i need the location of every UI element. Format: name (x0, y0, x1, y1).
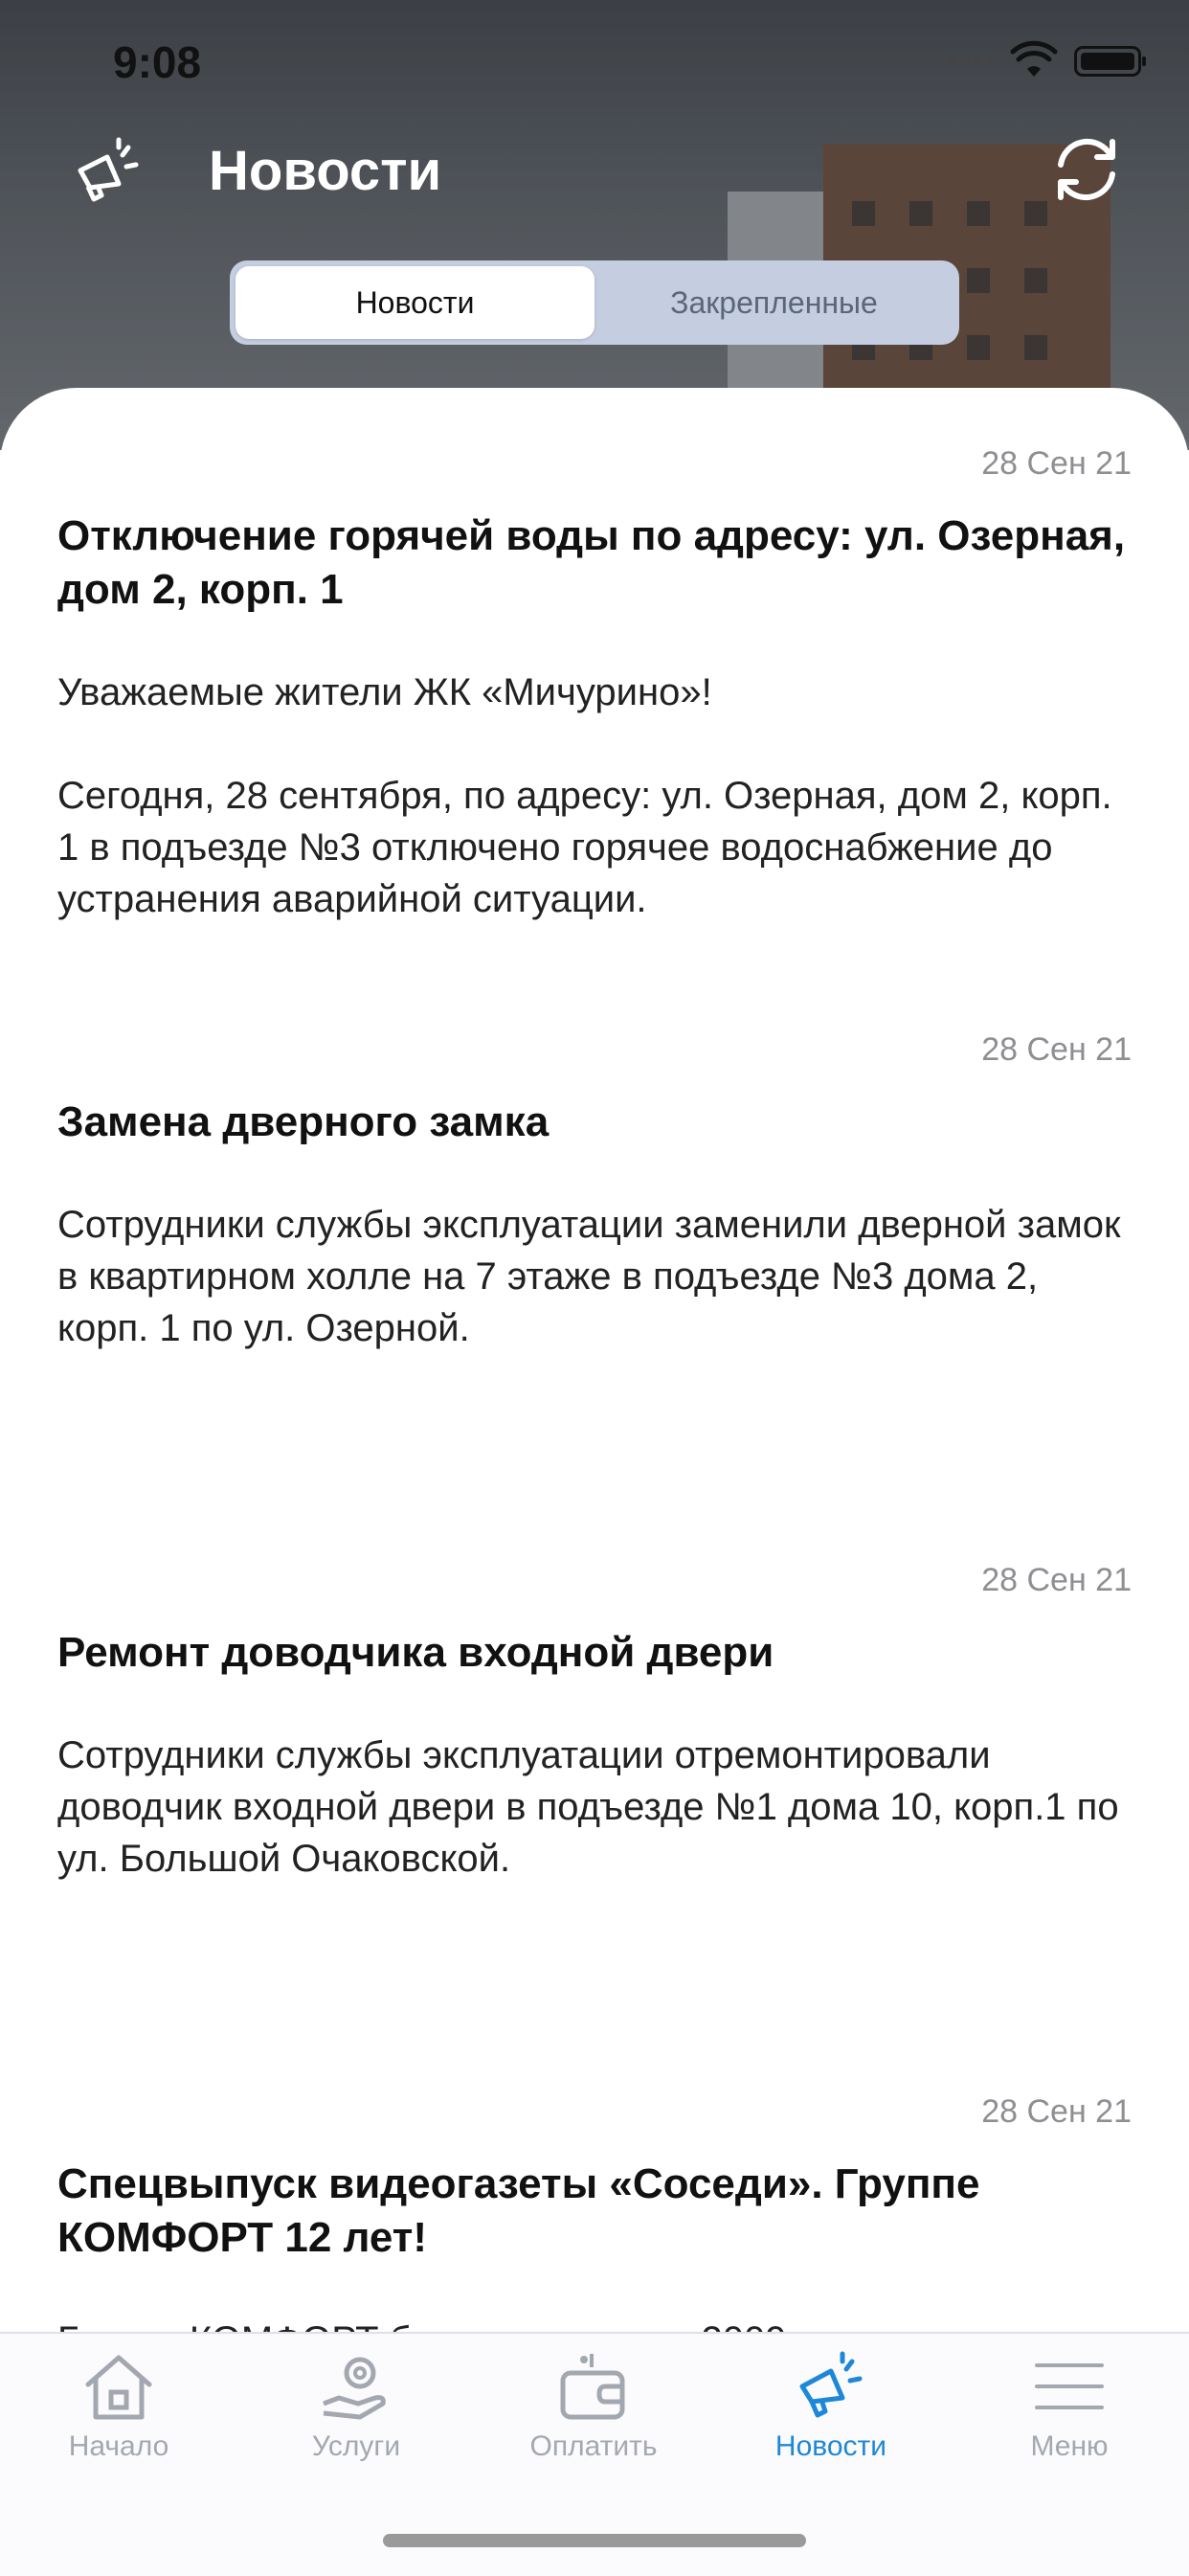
battery-icon (1074, 46, 1141, 77)
tab-label: Меню (1030, 2430, 1109, 2462)
tab-home[interactable] (0, 2337, 237, 2463)
page-title: Новости (209, 140, 442, 202)
refresh-button[interactable] (1043, 126, 1130, 213)
tab-label: Начало (68, 2430, 169, 2462)
news-date: 28 Сен 21 (981, 1562, 1132, 1598)
home-icon (80, 2350, 157, 2423)
news-item[interactable] (57, 1031, 1132, 1354)
tab-menu[interactable] (950, 2337, 1189, 2463)
news-list (0, 388, 1189, 2332)
news-date: 28 Сен 21 (981, 445, 1132, 482)
news-date: 28 Сен 21 (981, 2093, 1132, 2130)
news-title: Спецвыпуск видеогазеты «Соседи». Группе КОМФОРТ 12 лет! (57, 2160, 980, 2261)
menu-icon (1031, 2350, 1108, 2423)
tab-news[interactable] (712, 2337, 950, 2463)
news-body: Уважаемые жители ЖК «Мичурино»! Сегодня, 28 сентября, по адресу: ул. Озерная, дом 2, корп. 1 в подъезде №3 отключено горячее водоснабжение до устранения аварийной ситуации. (57, 671, 1112, 920)
home-indicator (383, 2534, 806, 2547)
megaphone-icon (793, 2350, 869, 2423)
tab-label: Услуги (311, 2430, 401, 2462)
news-item[interactable] (57, 1562, 1132, 1885)
news-body: Сотрудники службы эксплуатации отремонтировали доводчик входной двери в подъезде №1 дома 10, корп.1 по ул. Большой Очаковской. (57, 1734, 1119, 1880)
announcements-button[interactable] (69, 134, 146, 211)
news-body: Сотрудники службы эксплуатации заменили дверной замок в квартирном холле на 7 этаже в подъезде №3 дома 2, корп. 1 по ул. Озерной. (57, 1204, 1121, 1349)
wifi-icon (1011, 44, 1057, 79)
tab-label: Новости (774, 2430, 887, 2462)
wallet-icon (555, 2350, 632, 2423)
megaphone-icon (69, 134, 146, 211)
news-title: Отключение горячей воды по адресу: ул. Озерная, дом 2, корп. 1 (57, 512, 1126, 613)
services-icon (318, 2350, 394, 2423)
signal-icon (949, 57, 994, 65)
refresh-icon (1043, 126, 1130, 213)
news-title: Ремонт доводчика входной двери (57, 1629, 774, 1676)
segment-pinned[interactable]: Закрепленные (670, 284, 878, 320)
status-icons (949, 44, 1141, 79)
news-title: Замена дверного замка (57, 1098, 550, 1145)
segment-news[interactable]: Новости (236, 266, 594, 339)
news-item[interactable] (57, 2093, 1132, 2366)
news-segmented-control (230, 260, 959, 345)
news-date: 28 Сен 21 (981, 1031, 1132, 1068)
status-time: 9:08 (113, 37, 202, 87)
tab-pay[interactable] (475, 2337, 712, 2463)
tab-label: Оплатить (529, 2430, 658, 2462)
news-item[interactable] (57, 445, 1132, 925)
tab-services[interactable] (237, 2337, 475, 2463)
